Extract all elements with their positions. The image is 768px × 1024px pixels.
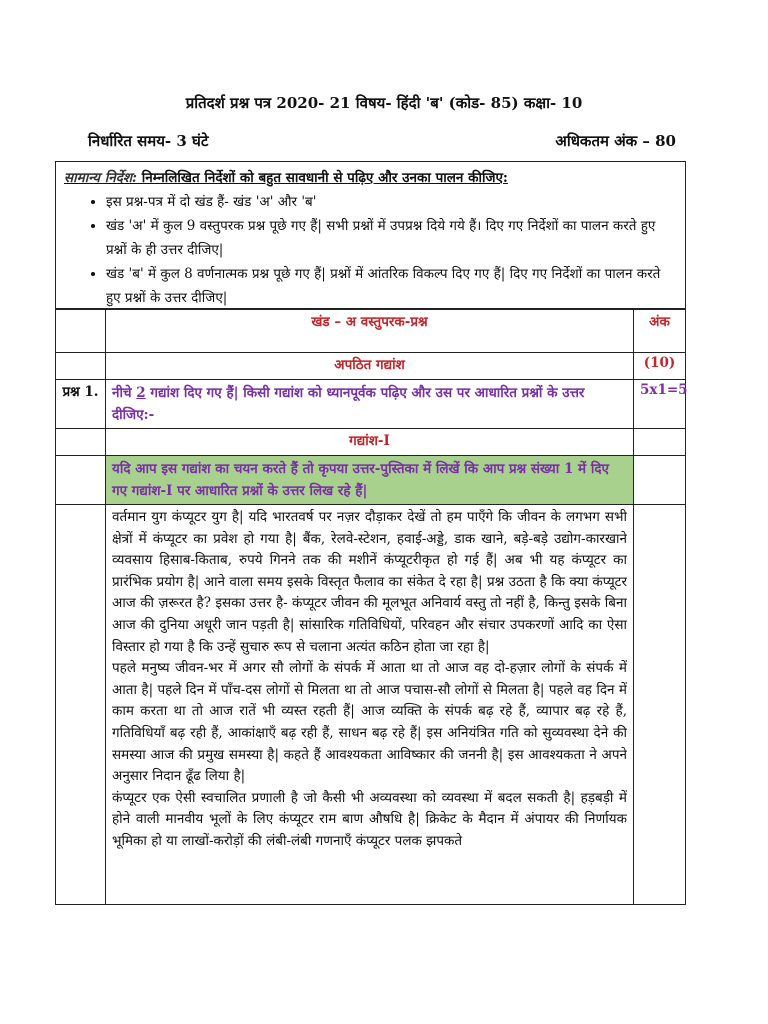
marks-header: अंक <box>634 310 686 353</box>
subsection-title: अपठित गद्यांश <box>106 353 634 380</box>
instructions-heading <box>64 166 675 190</box>
time-allowed: निर्धारित समय- 3 घंटे <box>88 132 209 150</box>
empty-cell <box>56 505 106 905</box>
choice-note-row <box>56 456 686 505</box>
passage-row <box>56 505 686 905</box>
passage-title: गद्यांश-I <box>106 429 634 456</box>
meta-row <box>88 131 676 151</box>
empty-cell <box>56 429 106 456</box>
instruction-item: • इस प्रश्न-पत्र में दो खंड हैं- खंड 'अ' और 'ब' <box>106 190 675 214</box>
empty-cell <box>56 456 106 505</box>
instructions-text: निम्नलिखित निर्देशों को बहुत सावधानी से पढ़िए और उनका पालन कीजिए: <box>137 170 508 186</box>
question-number: प्रश्न 1. <box>56 380 106 429</box>
passage-paragraph: कंप्यूटर एक ऐसी स्वचालित प्रणाली है जो कैसी भी अव्यवस्था को व्यवस्था में बदल सकती है| हड़बड़ी में होने वाली मानवीय भूलों के लिए कंप्यूटर राम बाण औषधि है| क्रिकेट के मैदान में अंपायर की निर्णायक भूमिका हो या लाखों-करोड़ों की लंबी-लंबी गणनाएँ कंप्यूटर पलक झपकते <box>112 789 627 849</box>
paper-title: प्रतिदर्श प्रश्न पत्र 2020- 21 विषय- हिंदी 'ब' (कोड- 85) कक्षा- 10 <box>185 94 583 112</box>
maximum-marks: अधिकतम अंक – 80 <box>555 132 676 150</box>
choice-note: यदि आप इस गद्यांश का चयन करते हैं तो कृपया उत्तर-पुस्तिका में लिखें कि आप प्रश्न संख्या 1 में दिए गए गद्यांश-I पर आधारित प्रश्नों के उत्तर लिख रहे हैं| <box>106 456 634 505</box>
section-header-row <box>56 310 686 353</box>
passage-cell <box>106 505 634 905</box>
instruction-item: • खंड 'ब' में कुल 8 वर्णनात्मक प्रश्न पूछे गए हैं| प्रश्नों में आंतरिक विकल्प दिए गए हैं| दिए गए निर्देशों का पालन करते हुए प्रश्नों के उत्तर दीजिए| <box>106 262 675 310</box>
question-table <box>55 309 686 905</box>
question-text-after: गद्यांश दिए गए हैं| किसी गद्यांश को ध्यानपूर्वक पढ़िए और उस पर आधारित प्रश्नों के उत्तर दीजिए:- <box>112 385 585 423</box>
empty-cell <box>634 456 686 505</box>
general-instructions-box <box>55 161 686 309</box>
section-title: खंड – अ वस्तुपरक-प्रश्न <box>106 310 634 353</box>
question-row <box>56 380 686 429</box>
empty-cell <box>634 429 686 456</box>
subsection-row <box>56 353 686 380</box>
passage-title-row <box>56 429 686 456</box>
passage-paragraph: वर्तमान युग कंप्यूटर युग है| यदि भारतवर्ष पर नज़र दौड़ाकर देखें तो हम पाएँगे कि जीवन के लगभग सभी क्षेत्रों में कंप्यूटर का प्रवेश हो गया है| बैंक, रेलवे-स्टेशन, हवाई-अड्डे, डाक खाने, बड़े-बड़े उद्योग-कारखाने व्यवसाय हिसाब-किताब, रुपये गिनने तक की मशीनें कंप्यूटरीकृत हो गई हैं| अब भी यह कंप्यूटर का प्रारंभिक प्रयोग है| आने वाला समय इसके विस्तृत फैलाव का संकेत दे रहा है| प्रश्न उठता है कि क्या कंप्यूटर आज की ज़रूरत है? इसका उत्तर है- कंप्यूटर जीवन की मूलभूत अनिवार्य वस्तु तो नहीं है, किन्तु इसके बिना आज की दुनिया अधूरी जान पड़ती है| सांसारिक गतिविधियों, परिवहन और संचार उपकरणों आदि का ऐसा विस्तार हो गया है कि उन्हें सुचारु रूप से चलाना अत्यंत कठिन होता जा रहा है| <box>112 509 627 655</box>
subsection-marks: (10) <box>634 353 686 380</box>
empty-cell <box>56 310 106 353</box>
instructions-label: सामान्य निर्देश: <box>64 170 138 186</box>
empty-cell <box>56 353 106 380</box>
question-marks: 5x1=5 <box>634 380 686 429</box>
passage-body <box>112 507 627 902</box>
question-passage-count: 2 <box>136 385 146 401</box>
instruction-item: • खंड 'अ' में कुल 9 वस्तुपरक प्रश्न पूछे गए हैं| सभी प्रश्नों में उपप्रश्न दिये गये हैं। दिए गए निर्देशों का पालन करते हुए प्रश्नों के ही उत्तर दीजिए| <box>106 214 675 262</box>
empty-cell <box>634 505 686 905</box>
passage-paragraph: पहले मनुष्य जीवन-भर में अगर सौ लोगों के संपर्क में आता था तो आज वह दो-हज़ार लोगों के संपर्क में आता है| पहले दिन में पाँच-दस लोगों से मिलता था तो आज पचास-सौ लोगों से मिलता है| पहले वह दिन में काम करता था तो आज रातें भी व्यस्त रहती हैं| आज व्यक्ति के संपर्क बढ़ रहे हैं, व्यापार बढ़ रहे हैं, गतिविधियाँ बढ़ रही हैं, आकांक्षाएँ बढ़ रही हैं, साधन बढ़ रहे हैं| इस अनियंत्रित गति को सुव्यवस्था देने की समस्या आज की प्रमुख समस्या है| कहते हैं आवश्यकता आविष्कार की जननी है| इस आवश्यकता ने अपने अनुसार निदान ढूँढ लिया है| <box>112 660 627 785</box>
question-text <box>106 380 634 429</box>
instructions-list <box>64 190 675 310</box>
question-text-before: नीचे <box>112 385 137 401</box>
